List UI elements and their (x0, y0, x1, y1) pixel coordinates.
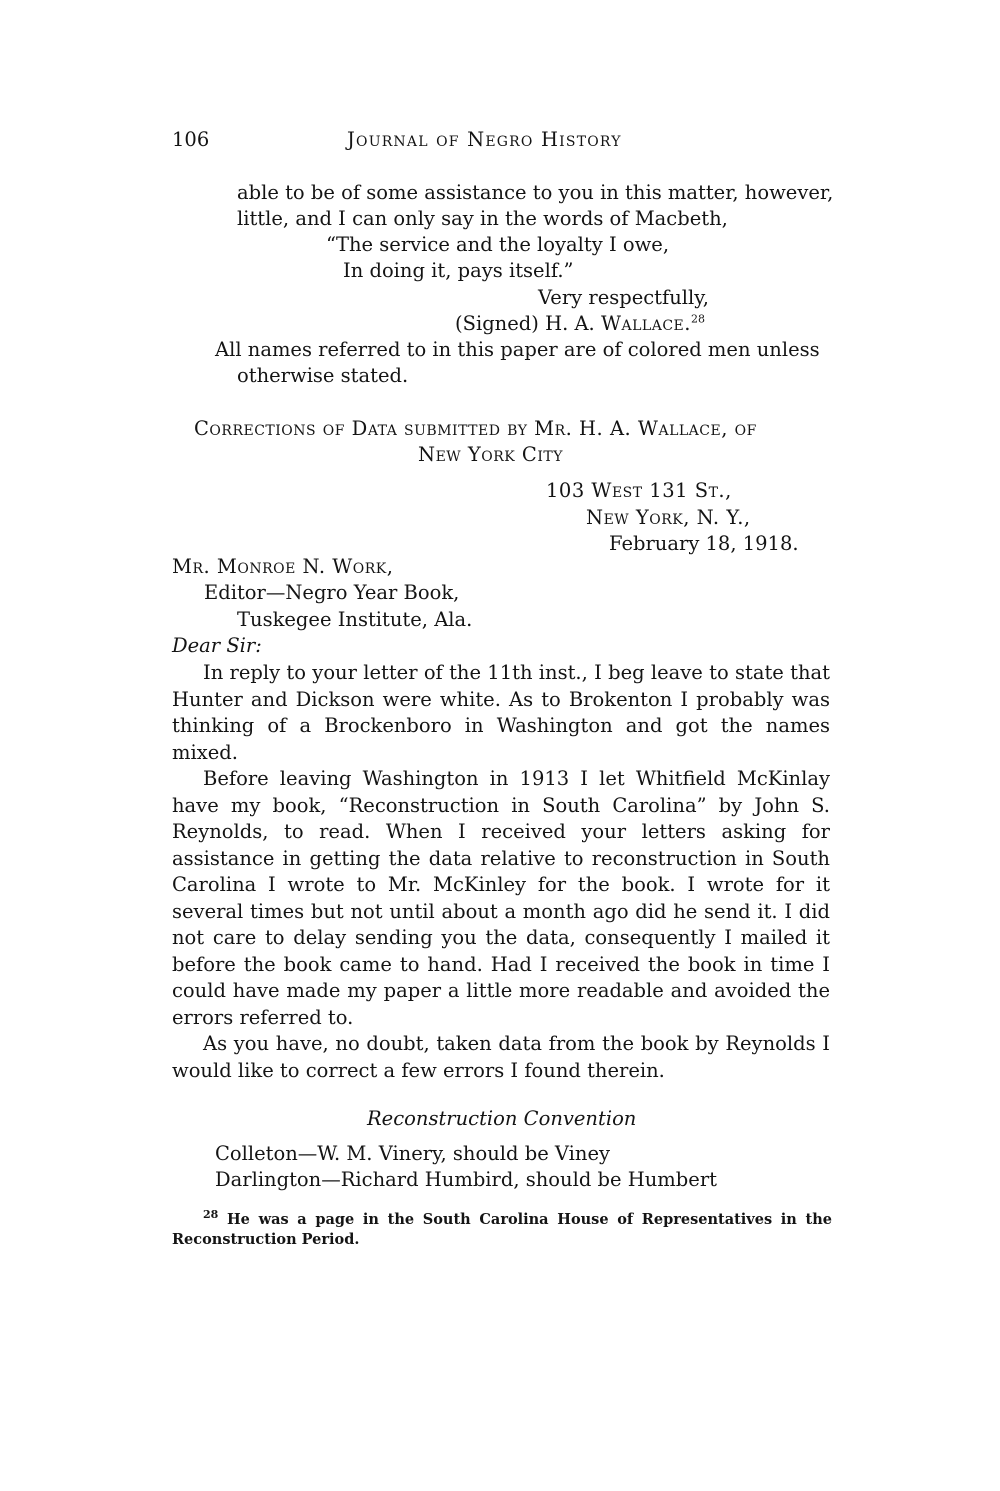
recipient-place: Tuskegee Institute, Ala. (237, 608, 473, 631)
footnote-ref: 28 (690, 312, 705, 326)
note-line-2: otherwise stated. (237, 364, 409, 387)
running-title: Journal of Negro History (347, 128, 622, 151)
correction-item: Colleton—W. M. Vinery, should be Viney (215, 1142, 611, 1165)
page-number: 106 (172, 128, 210, 151)
section-heading-line-2: New York City (418, 443, 563, 466)
letter-line-2: little, and I can only say in the words of Macbeth, (237, 207, 728, 230)
recipient-title: Editor—Negro Year Book, (204, 581, 460, 604)
paragraph-2: Before leaving Washington in 1913 I let Whitfield McKinlay have my book, “Reconstruction in South Carolina” by John S. Reynolds, to read. When I received your letters asking for assistance in getting the data relative to reconstruction in South Carolina I wrote to Mr. McKinley for the book. I wrote for it several times but not until about a month ago did he send it. I did not care to delay sending you the data, consequently I mailed it before the book came to hand. Had I received the book in time I could have made my paper a little more readable and avoided the errors referred to. (172, 767, 830, 1029)
letter-closing: Very respectfully, (538, 286, 709, 309)
letter-signature (455, 312, 705, 335)
address-street: 103 West 131 St., (546, 479, 732, 502)
quote-line-1: “The service and the loyalty I owe, (326, 233, 670, 256)
subheading: Reconstruction Convention (367, 1107, 637, 1130)
letter-line-1: able to be of some assistance to you in this matter, however, (237, 181, 834, 204)
correction-item: Darlington—Richard Humbird, should be Humbert (215, 1168, 717, 1191)
note-line-1: All names referred to in this paper are of colored men unless (215, 338, 820, 361)
address-date: February 18, 1918. (609, 532, 799, 555)
recipient-name: Mr. Monroe N. Work, (172, 555, 394, 578)
signed-name: Wallace. (600, 312, 691, 335)
footnote (172, 1210, 832, 1250)
paragraph-1: In reply to your letter of the 11th inst., I beg leave to state that Hunter and Dickson were white. As to Brokenton I probably was thinking of a Brockenboro in Washington and got the names mixed. (172, 661, 830, 764)
signed-prefix: (Signed) H. A. (455, 312, 601, 335)
footnote-marker: 28 (203, 1208, 219, 1222)
quote-line-2: In doing it, pays itself.” (343, 259, 574, 282)
letter-body (172, 660, 830, 1084)
footnote-text: He was a page in the South Carolina House of Representatives in the Reconstruction Period. (172, 1211, 832, 1248)
section-heading-line-1: Corrections of Data submitted by Mr. H. A. Wallace, of (194, 417, 757, 440)
paragraph-3: As you have, no doubt, taken data from the book by Reynolds I would like to correct a few errors I found therein. (172, 1032, 830, 1082)
address-city: New York, N. Y., (586, 506, 751, 529)
salutation: Dear Sir: (172, 634, 262, 657)
